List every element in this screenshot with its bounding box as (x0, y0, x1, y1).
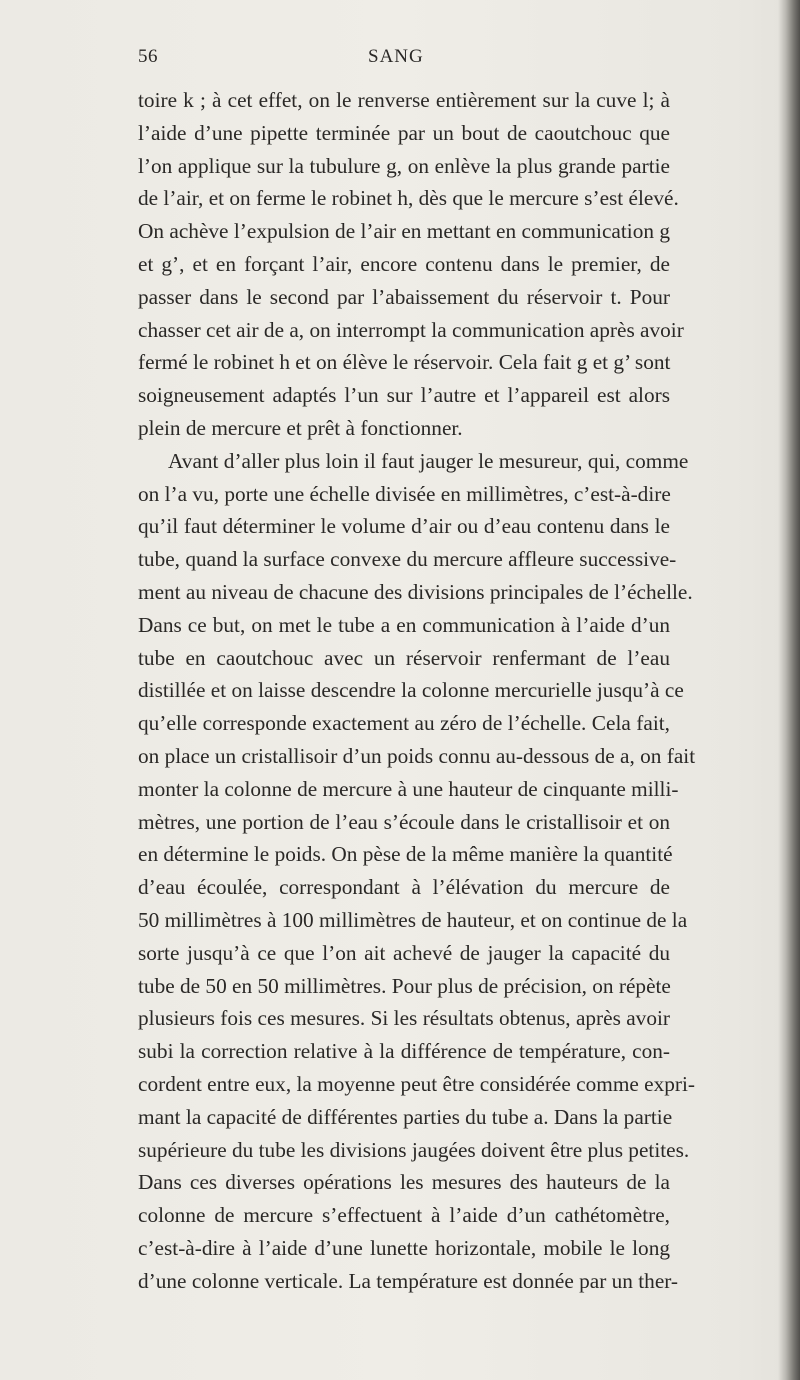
text-line: Dans ces diverses opérations les mesures des hauteurs de la (138, 1170, 670, 1195)
text-line: soigneusement adaptés l’un sur l’autre et l’appareil est alors (138, 383, 670, 408)
text-line: mètres, une portion de l’eau s’écoule dans le cristallisoir et on (138, 809, 670, 834)
text-line: d’une colonne verticale. La température est donnée par un ther- (138, 1268, 679, 1293)
body-text (138, 84, 696, 1297)
text-line: l’on applique sur la tubulure g, on enlève la plus grande partie (138, 153, 670, 178)
text-line: on l’a vu, porte une échelle divisée en millimètres, c’est-à-dire (138, 481, 671, 506)
text-line: Dans ce but, on met le tube a en communication à l’aide d’un (138, 612, 670, 637)
text-line: ment au niveau de chacune des divisions principales de l’échelle. (138, 579, 693, 604)
text-line: mant la capacité de différentes parties du tube a. Dans la partie (138, 1104, 673, 1129)
text-line: supérieure du tube les divisions jaugées doivent être plus petites. (138, 1137, 690, 1162)
running-head (138, 46, 668, 72)
text-line: toire k ; à cet effet, on le renverse entièrement sur la cuve l; à (138, 88, 670, 112)
text-line: et g’, et en forçant l’air, encore contenu dans le premier, de (138, 251, 670, 276)
text-line: en détermine le poids. On pèse de la même manière la quantité (138, 842, 673, 867)
text-line: l’aide d’une pipette terminée par un bout de caoutchouc que (138, 120, 670, 145)
text-line: cordent entre eux, la moyenne peut être considérée comme expri- (138, 1071, 696, 1096)
text-line: plusieurs fois ces mesures. Si les résultats obtenus, après avoir (138, 1006, 670, 1031)
text-line: de l’air, et on ferme le robinet h, dès que le mercure s’est élevé. (138, 186, 679, 211)
text-line: d’eau écoulée, correspondant à l’élévation du mercure de (138, 875, 670, 900)
text-line: passer dans le second par l’abaissement du réservoir t. Pour (138, 284, 670, 309)
text-line: distillée et on laisse descendre la colonne mercurielle jusqu’à ce (138, 678, 684, 703)
text-line: colonne de mercure s’effectuent à l’aide d’un cathétomètre, (138, 1203, 670, 1228)
text-line: fermé le robinet h et on élève le réservoir. Cela fait g et g’ sont (138, 350, 671, 375)
page-number: 56 (138, 46, 158, 67)
text-line: monter la colonne de mercure à une hauteur de cinquante milli- (138, 776, 679, 801)
page-edge-shadow (778, 0, 800, 1380)
paragraph-end-line: plein de mercure et prêt à fonctionner. (138, 415, 463, 440)
text-line: tube, quand la surface convexe du mercure affleure successive- (138, 547, 677, 572)
text-line: qu’elle corresponde exactement au zéro de l’échelle. Cela fait, (138, 711, 670, 736)
text-line: tube de 50 en 50 millimètres. Pour plus de précision, on répète (138, 973, 671, 998)
text-line: tube en caoutchouc avec un réservoir renfermant de l’eau (138, 645, 670, 670)
text-line: On achève l’expulsion de l’air en mettant en communication g (138, 219, 670, 244)
text-line: 50 millimètres à 100 millimètres de hauteur, et on continue de la (138, 907, 688, 932)
text-line: on place un cristallisoir d’un poids connu au-dessous de a, on fait (138, 743, 696, 768)
paragraph-start-line: Avant d’aller plus loin il faut jauger le mesureur, qui, comme (168, 448, 689, 473)
text-line: qu’il faut déterminer le volume d’air ou d’eau contenu dans le (138, 514, 670, 539)
text-line: sorte jusqu’à ce que l’on ait achevé de jauger la capacité du (138, 940, 670, 965)
text-line: c’est-à-dire à l’aide d’une lunette horizontale, mobile le long (138, 1235, 670, 1260)
text-line: chasser cet air de a, on interrompt la communication après avoir (138, 317, 684, 342)
text-line: subi la correction relative à la différence de température, con- (138, 1039, 670, 1064)
running-title: SANG (368, 46, 424, 67)
